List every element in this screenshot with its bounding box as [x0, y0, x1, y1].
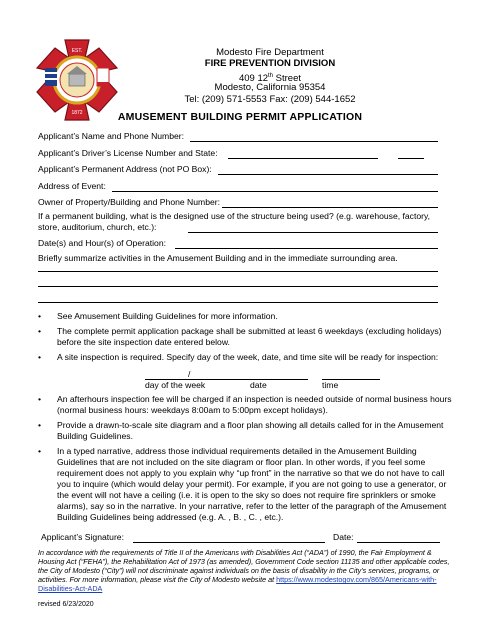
summary-line-2[interactable] — [38, 286, 438, 287]
event-address-label: Address of Event: — [38, 181, 106, 191]
logo-top-text: EST. — [71, 48, 83, 54]
logo-year: 1872 — [71, 110, 83, 116]
bullet-afterhours: An afterhours inspection fee will be charged if an inspection is needed outside of normal business hours (normal business hours: weekdays 8:00am to 5:00pm except holidays). — [57, 394, 452, 415]
bullet-marker: • — [38, 446, 42, 456]
phone-line: Tel: (209) 571-5553 Fax: (209) 544-1652 — [184, 94, 356, 105]
bullet-submission: The complete permit application package shall be submitted at least 6 weekdays (excluding holidays) before the site inspection date entered below. — [57, 326, 442, 347]
street-suffix: th — [268, 73, 274, 79]
time-caption: time — [322, 380, 339, 390]
ada-notice-text: In accordance with the requirements of Title II of the Americans with Disabilities Act (“ADA”) of 1990, the Fair Employment & Housing Act (“FEHA”), the Rehabilitation Act of 1973 (as amended), Government Code section 11135 and other applicable codes, the City of Modesto (“City”) will not discriminate against individuals on the basis of disability in the City’s services, programs, or activities. For more information, please visit the City of Modesto website at — [38, 548, 450, 584]
bullet-narrative: In a typed narrative, address those individual requirements detailed in the Amusement Building Guidelines that are not included on the site diagram or floor plan. In other words, if you feel some requirement does not apply to you explain why “up front” in the narrative so that we do not have to call you to inquire (which would delay your permit). For example, if you are not going to use a generator, or the event will not have a ceiling (i.e. it is open to the sky so does not require fire sprinklers or smoke alarms), say so in the narrative. In your narrative, refer to the letter of the paragraph of the Amusement Building Guidelines being addressed (e.g. A. , B. , C. , etc.). — [57, 446, 447, 522]
day-of-week-label: day of the week — [145, 380, 206, 390]
permanent-address-field[interactable] — [218, 174, 438, 175]
owner-label: Owner of Property/Building and Phone Number: — [38, 197, 221, 207]
license-state-field[interactable] — [398, 158, 424, 159]
bullet-marker: • — [38, 394, 42, 404]
name-phone-field[interactable] — [190, 141, 438, 142]
inspection-slash: / — [188, 369, 191, 379]
dates-field[interactable] — [175, 248, 438, 249]
address-label: Applicant’s Permanent Address (not PO Box): — [38, 164, 212, 174]
event-address-field[interactable] — [112, 191, 438, 192]
bullet-marker: • — [38, 311, 42, 321]
bullet-site-diagram: Provide a drawn-to-scale site diagram and a floor plan showing all details called for in the Amusement Building Guidelines. — [57, 420, 444, 441]
fire-department-logo — [35, 38, 119, 122]
signature-date-label: Date: — [333, 532, 354, 542]
bullet-marker: • — [38, 420, 42, 430]
street-name: Street — [273, 73, 302, 85]
license-label: Applicant’s Driver’s License Number and State: — [38, 148, 218, 158]
bullet-marker: • — [38, 326, 42, 336]
summary-line-1[interactable] — [38, 271, 438, 272]
owner-field[interactable] — [222, 207, 438, 208]
name-phone-label: Applicant’s Name and Phone Number: — [38, 131, 185, 141]
signature-date-field[interactable] — [357, 542, 440, 543]
form-title: AMUSEMENT BUILDING PERMIT APPLICATION — [117, 111, 363, 123]
summary-line-3[interactable] — [38, 302, 438, 303]
license-number-field[interactable] — [228, 158, 378, 159]
street-number: 409 12 — [238, 73, 269, 85]
use-question: If a permanent building, what is the designed use of the structure being used? (e.g. warehouse, factory, store, auditorium, church, etc.): — [38, 211, 431, 232]
ada-link[interactable]: https://www.modestogov.com/865/Americans-with-Disabilities-Act-ADA — [38, 575, 437, 593]
dept-name: Modesto Fire Department — [216, 47, 324, 58]
summary-label: Briefly summarize activities in the Amusement Building and in the immediate surrounding area. — [38, 253, 398, 263]
bullet-marker: • — [38, 352, 42, 362]
city-line: Modesto, California 95354 — [214, 82, 326, 93]
dates-label: Date(s) and Hour(s) of Operation: — [38, 238, 167, 248]
date-caption: date — [250, 380, 267, 390]
division-name: FIRE PREVENTION DIVISION — [204, 58, 336, 69]
use-field[interactable] — [188, 232, 438, 233]
bullet-site-inspection: A site inspection is required. Specify day of the week, date, and time site will be ready for inspection: — [57, 352, 439, 362]
signature-label: Applicant’s Signature: — [41, 532, 124, 542]
ada-notice — [38, 548, 450, 593]
signature-field[interactable] — [133, 542, 325, 543]
bullet-guidelines: See Amusement Building Guidelines for more information. — [57, 311, 278, 321]
revised-date: revised 6/23/2020 — [38, 601, 94, 608]
